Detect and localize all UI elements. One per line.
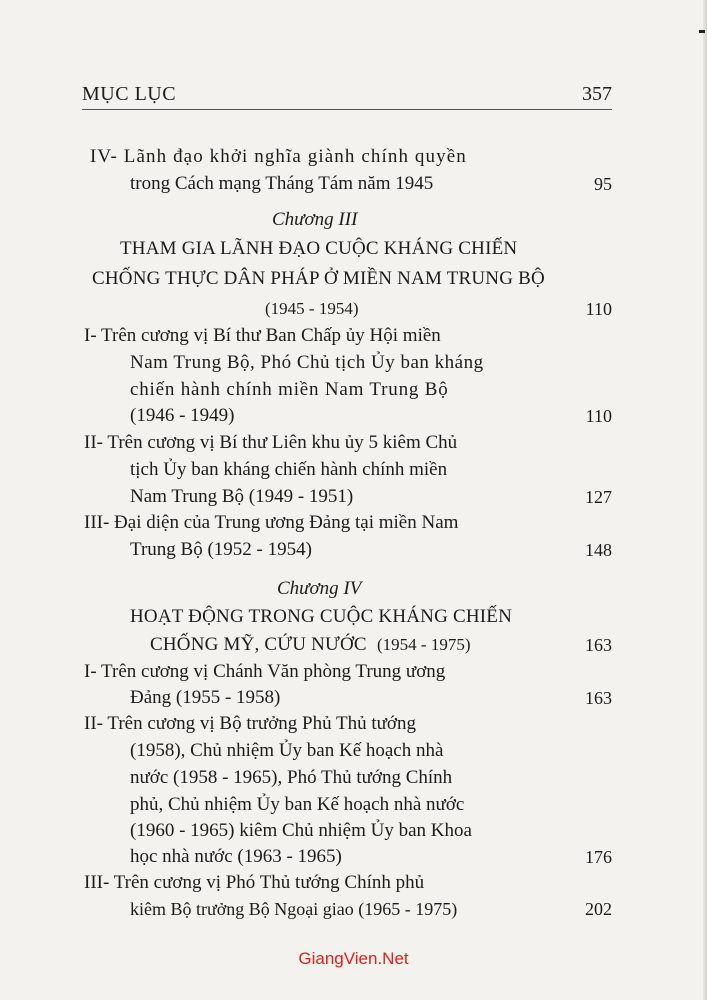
toc-page-number: 163 (585, 688, 612, 708)
chapter-title-line: THAM GIA LÃNH ĐẠO CUỘC KHÁNG CHIẾN (120, 238, 518, 259)
watermark: GiangVien.Net (298, 949, 409, 968)
toc-entry-line: tịch Ủy ban kháng chiến hành chính miền (130, 459, 448, 480)
toc-entry-line: kiêm Bộ trưởng Bộ Ngoại giao (1965 - 1975) (130, 899, 458, 919)
toc-entry-line: IV- Lãnh đạo khởi nghĩa giành chính quyền (90, 146, 467, 167)
toc-entry-line: trong Cách mạng Tháng Tám năm 1945 (130, 173, 434, 194)
toc-entry-line: chiến hành chính miền Nam Trung Bộ (130, 379, 449, 400)
chapter-years: (1945 - 1954) (265, 299, 359, 318)
toc-entry-line: phủ, Chủ nhiệm Ủy ban Kế hoạch nhà nước (130, 794, 465, 815)
corner-mark (699, 30, 705, 33)
toc-entry-line: I- Trên cương vị Bí thư Ban Chấp ủy Hội miền (84, 325, 441, 346)
chapter-years: (1954 - 1975) (377, 635, 471, 654)
toc-entry-line: I- Trên cương vị Chánh Văn phòng Trung ương (84, 661, 446, 682)
chapter-title-line: HOẠT ĐỘNG TRONG CUỘC KHÁNG CHIẾN (130, 606, 513, 627)
toc-page-number: 127 (585, 487, 612, 507)
chapter-title-line: CHỐNG MỸ, CỨU NƯỚC (150, 634, 367, 655)
toc-entry-line: (1946 - 1949) (130, 405, 235, 426)
toc-entry-line: Nam Trung Bộ, Phó Chủ tịch Ủy ban kháng (130, 352, 484, 373)
toc-entry-line: học nhà nước (1963 - 1965) (130, 846, 342, 867)
toc-page-number: 95 (594, 174, 612, 194)
toc-entry-line: Nam Trung Bộ (1949 - 1951) (130, 486, 354, 507)
toc-page-number: 110 (585, 406, 612, 426)
toc-page-number: 148 (585, 540, 612, 560)
toc-page-number: 163 (585, 635, 612, 655)
toc-page-number: 176 (585, 847, 612, 867)
toc-entry-line: (1958), Chủ nhiệm Ủy ban Kế hoạch nhà (130, 740, 444, 761)
toc-entry-line: Đảng (1955 - 1958) (130, 687, 281, 708)
header-title: MỤC LỤC (82, 83, 177, 105)
toc-entry-line: nước (1958 - 1965), Phó Thủ tướng Chính (130, 767, 453, 788)
chapter-label: Chương III (272, 209, 358, 230)
page-edge (703, 0, 707, 1000)
toc-entry-line: II- Trên cương vị Bộ trưởng Phủ Thủ tướng (84, 713, 416, 734)
toc-page-number: 202 (585, 899, 612, 919)
header-rule (82, 109, 612, 110)
toc-page-number: 110 (585, 299, 612, 319)
running-header (82, 80, 612, 110)
toc-entry-line: III- Trên cương vị Phó Thủ tướng Chính phủ (84, 872, 425, 893)
toc-entry-line: Trung Bộ (1952 - 1954) (130, 539, 312, 560)
header-page-number: 357 (582, 83, 612, 105)
toc-entry-line: III- Đại diện của Trung ương Đảng tại miền Nam (84, 512, 459, 533)
chapter-label: Chương IV (277, 578, 362, 599)
toc-entry-line: (1960 - 1965) kiêm Chủ nhiệm Ủy ban Khoa (130, 820, 472, 841)
chapter-title-line: CHỐNG THỰC DÂN PHÁP Ở MIỀN NAM TRUNG BỘ (92, 268, 545, 289)
toc-entry-line: II- Trên cương vị Bí thư Liên khu ủy 5 kiêm Chủ (84, 432, 458, 453)
